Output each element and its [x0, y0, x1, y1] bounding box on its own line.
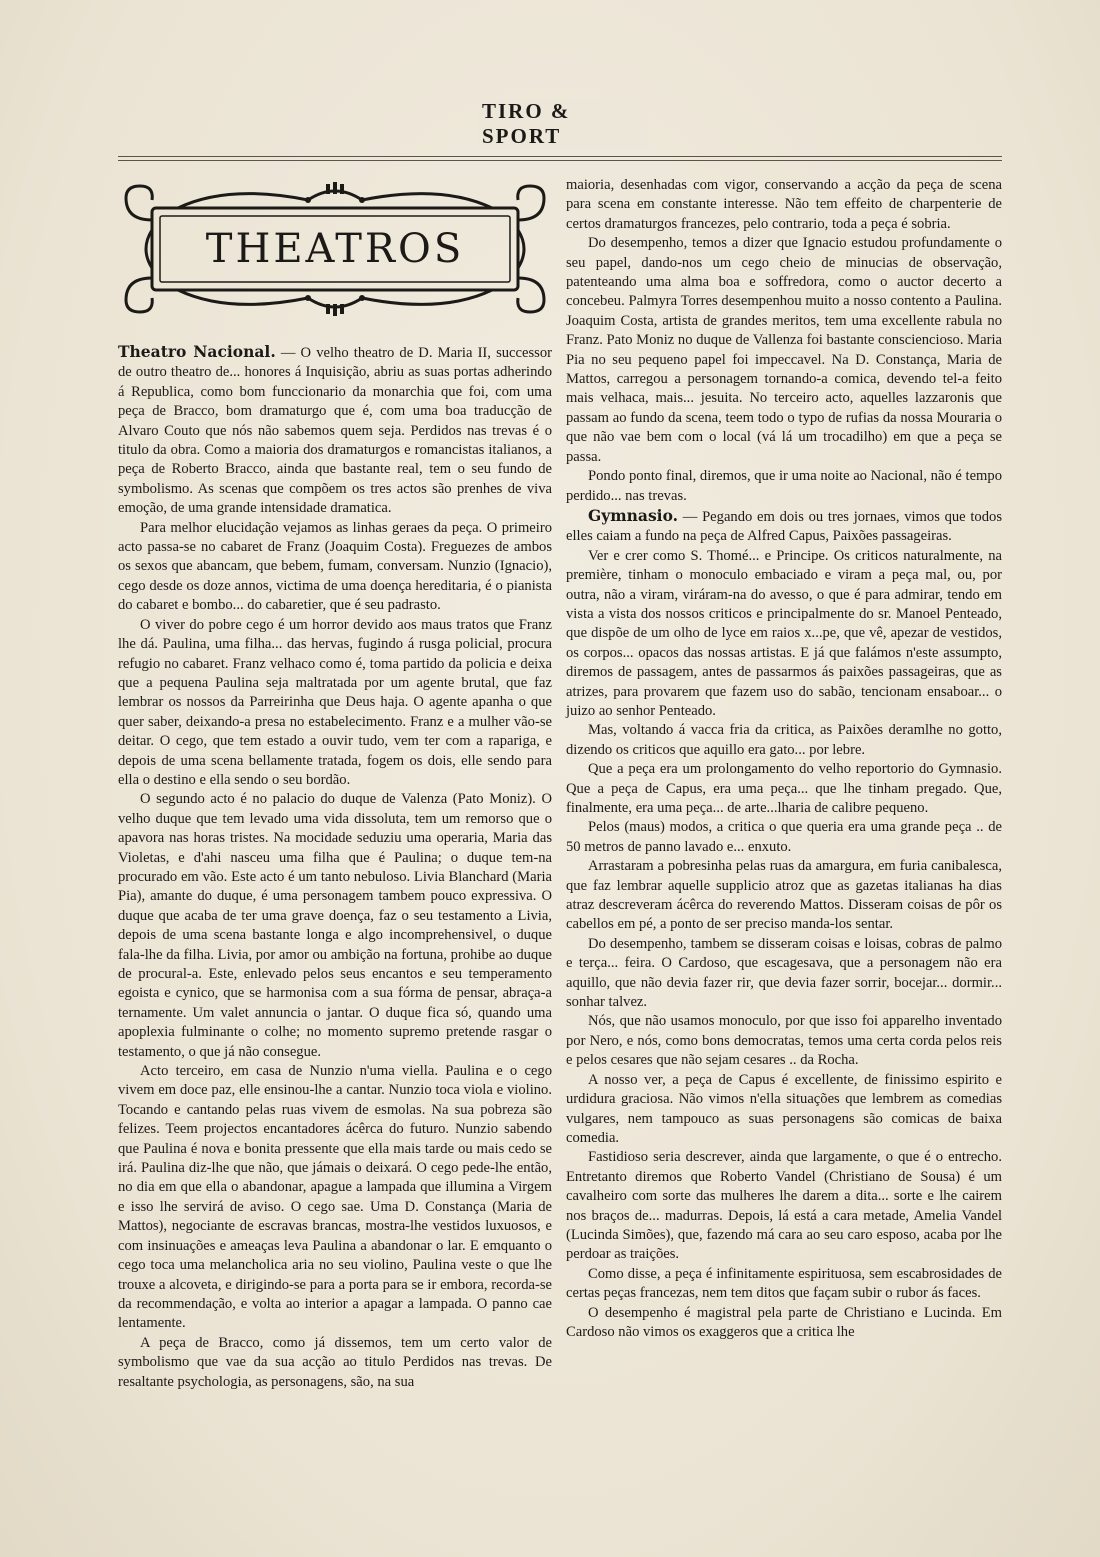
article-paragraph: Do desempenho, tambem se disseram coisas e loisas, cobras de palmo e terça... feira. O Cardoso, que escagesava, que a personagem não era aquillo, que não devia fazer rir, que devia fazer sorrir, bocejar... dormir... sonhar talvez. [566, 935, 1002, 1011]
paragraph-text: — O velho theatro de D. Maria II, successor de outro theatro de... honores á Inquisição, abriu as suas portas adherindo á Republica, como bom funccionario da monarchia que foi, com uma peça de Bracco, bom dramaturgo que é, com uma boa traducção de Alvaro Couto que nós não sabemos quem seja. Perdidos nas trevas é o titulo da obra. Como a maioria dos dramaturgos e romancistas italianos, a peça de Roberto Bracco, ainda que bastante real, tem o seu fundo de symbolismo. As scenas que compõem os tres actos são prenhes de viva emoção, de uma grande intensidade dramatica. [118, 345, 552, 517]
article-paragraph: O viver do pobre cego é um horror devido aos maus tratos que Franz lhe dá. Paulina, uma filha... das hervas, fugindo á rusga policial, procura refugio no cabaret. Franz velhaco como é, toma partido da policia e deixa que a pequena Paulina seja maltratada por um agente brutal, que faz lembrar os nossos da Parreirinha que Deus haja. O agente apanha o que quer saber, deixando-a presa no estabelecimento. Franz e a mulher vão-se deitar. O cego, que tem estado a ouvir tudo, vem ter com a rapariga, e depois de uma scena bellamente tratada, fogem os dois, elle sendo para ella o destino e ella sendo o seu bordão. [118, 616, 552, 788]
article-paragraph: Para melhor elucidação vejamos as linhas geraes da peça. O primeiro acto passa-se no cabaret de Franz (Joaquim Costa). Freguezes de ambos os sexos que abancam, que bebem, fumam, conversam. Nunzio (Ignacio), cego desde os doze annos, victima de uma doença hereditaria, é o pianista do cabaret e bombo... do cabaretier, que é seu padrasto. [118, 519, 552, 614]
article-paragraph: Nós, que não usamos monoculo, por que isso foi apparelho inventado por Nero, e nós, como bons democratas, temos uma certa corda pelos reis e pelos cesares que não sejam cesares .. da Rocha. [566, 1013, 1002, 1069]
article-paragraph: Como disse, a peça é infinitamente espirituosa, sem escabrosidades de certas peças francezas, nem tem ditos que façam subir o rubor ás faces. [566, 1265, 1002, 1302]
article-paragraph: maioria, desenhadas com vigor, conservando a acção da peça de scena para scena em constante interesse. Não tem effeito de charpenterie de certos dramaturgos francezes, pelo contrario, toda a peça é sobria. [566, 177, 1002, 232]
article-paragraph: Acto terceiro, em casa de Nunzio n'uma viella. Paulina e o cego vivem em doce paz, elle ensinou-lhe a cantar. Nunzio toca viola e violino. Tocando e cantando pelas ruas vivem de esmolas. Na sua pobreza são felizes. Teem projectos encantadores ácêrca do futuro. Nunzio sabendo que Paulina é nova e bonita pressente que ella mais tarde ou mais cedo se irá. Paulina diz-lhe que não, que jámais o deixará. O cego pede-lhe então, no dia em que ella o abandonar, apague a lampada que illumina a Virgem e isso lhe servirá de aviso. O cego sae. Uma D. Constança (Maria de Mattos), negociante de escravas brancas, mostra-lhe vestidos luxuosos, e com insinuações e ameaças leva Paulina a abandonar o lar. E emquanto o cego toca uma melancholica aria no seu violino, Paulina veste o que lhe trouxe a alcoveta, e dirigindo-se para a porta para se ir embora, recorda-se da recommendação, e volta ao interior a apagar a lampada. O panno cae lentamente. [118, 1063, 552, 1332]
article-paragraph: Arrastaram a pobresinha pelas ruas da amargura, em furia canibalesca, que faz lembrar aquelle supplicio atroz que as gazetas italianas ha dias atraz descreveram ácêrca do reverendo Mattos. Disseram coisas de pôr os cabellos em pé, a ponto de ser preciso manda-los sentar. [566, 858, 1002, 933]
article-paragraph: O desempenho é magistral pela parte de Christiano e Lucinda. Em Cardoso não vimos os exaggeros que a critica lhe [566, 1304, 1002, 1340]
article-paragraph [118, 342, 552, 519]
article-heading: Theatro Nacional. [118, 342, 276, 361]
header-rule [118, 160, 1002, 161]
article-heading: Gymnasio. [588, 505, 679, 525]
article-paragraph: A peça de Bracco, como já dissemos, tem um certo valor de symbolismo que vae da sua acção ao titulo Perdidos nas trevas. De resaltante psychologia, as personagens, são, na sua [118, 1334, 552, 1390]
article-paragraph: O segundo acto é no palacio do duque de Valenza (Pato Moniz). O velho duque que tem levado uma vida dissoluta, tem um remorso que o apavora nas horas tristes. Na mocidade seduziu uma operaria, Maria das Violetas, e d'ahi nasceu uma filha que é Paulina; o duque tem-na procurado em vão. Este acto é um tanto nebuloso. Livia Blanchard (Maria Pia), amante do duque, é uma personagem tambem pouco expressiva. O duque que acaba de ter uma grave doença, faz o seu testamento a Livia, depois de uma scena bastante longa e algo incomprehensivel, o duque fala-lhe da filha. Livia, por amor ou ambição na fortuna, prohibe ao duque de procural-a. Este, enlevado pelos seus encantos e seu temperamento egoista e cynico, que se harmonisa com a sua fórma de pensar, abraça-a ternamente. Um valet annuncia o jantar. O duque fica só, quando uma apoplexia fulminante o colhe; no momento supremo pretende rasgar o testamento, o que já não consegue. [118, 791, 553, 1060]
article-paragraph: Fastidioso seria descrever, ainda que largamente, o que é o entrecho. Entretanto diremos que Roberto Vandel (Christiano de Sousa) é um cavalheiro com sorte das mulheres lhe darem a dita... sorte e lhe cairem nos braços de... madurras. Depois, lá está a cara metade, Amelia Vandel (Lucinda Simões), que, fazendo má cara ao seu caro esposo, acaba por lhe perdoar as traições. [566, 1149, 1002, 1263]
section-banner [118, 178, 552, 320]
left-column [118, 166, 552, 1392]
section-title: THEATROS [205, 226, 465, 273]
article-paragraph: Que a peça era um prolongamento do velho reportorio do Gymnasio. Que a peça de Capus, era uma peça... que lhe tinham pregado. Que, finalmente, era uma peça... de arte...lharia de calibre pequeno. [566, 761, 1002, 816]
masthead-logo [478, 98, 648, 150]
article-paragraph: Pelos (maus) modos, a critica o que queria era uma grande peça .. de 50 metros de panno lavado e... enxuto. [566, 819, 1002, 855]
paragraph-text: — Pegando em dois ou tres jornaes, vimos que todos elles caiam a fundo na peça de Alfred Capus, Paixões passageiras. [566, 508, 1002, 545]
article-paragraph: A nosso ver, a peça de Capus é excellente, de finissimo espirito e urdidura graciosa. Não vimos n'ella situações que lembrem as comedias vulgares, nem tampouco as suas personagens são comicas de baixa comedia. [566, 1071, 1002, 1146]
article-paragraph: Ver e crer como S. Thomé... e Principe. Os criticos naturalmente, na première, tinham o monoculo embaciado e viram a peça mal, ou, por outra, não a viram, viráram-na do avesso, o que é para admirar, tendo em vista a vista dos nossos criticos e principalmente do sr. Manoel Penteado, que dispõe de um olho de lyce em raios x...pe, que vê, apezar de vestidos, os corpos... opacos das nossas artistas. E já que falámos n'este assumpto, diremos de passagem, antes de passarmos ás paixões passageiras, que as atrizes, para provarem que fazem uso do sabão, tencionam ensaboar... o juizo ao senhor Penteado. [566, 547, 1002, 719]
masthead-logo-text: TIRO & SPORT [478, 99, 648, 149]
article-paragraph: Do desempenho, temos a dizer que Ignacio estudou profundamente o seu papel, dando-nos um cego cheio de minucias de observação, patenteando uma alma boa e soffredora, como o auctor decerto a concebeu. Palmyra Torres desempenhou muito a nosso contento a Paulina. Joaquim Costa, artista de grandes meritos, tem uma excellente rabula no Franz. Pato Moniz no duque de Vallenza foi bastante consciencioso. Maria Pia no seu pequeno papel foi impeccavel. Na D. Constança, Maria de Mattos, carregou a personagem tornando-a comica, devendo tel-a feito mais velhaca, mais... jesuita. No terceiro acto, aquelles lazzaronis que passam ao fundo da scena, teem todo o typo de rufias da nossa Mouraria o que não vae bem com o local (vá lá um trocadilho) em que a peça se passa. [566, 235, 1002, 465]
article-paragraph: Mas, voltando á vacca fria da critica, as Paixões deramlhe no gotto, dizendo os criticos que aquillo era gato... por lebre. [566, 722, 1002, 758]
article-paragraph: Pondo ponto final, diremos, que ir uma noite ao Nacional, não é tempo perdido... nas trevas. [566, 468, 1002, 504]
header-rule [118, 156, 1002, 157]
right-column [566, 176, 1002, 1342]
article-paragraph [566, 506, 1002, 547]
